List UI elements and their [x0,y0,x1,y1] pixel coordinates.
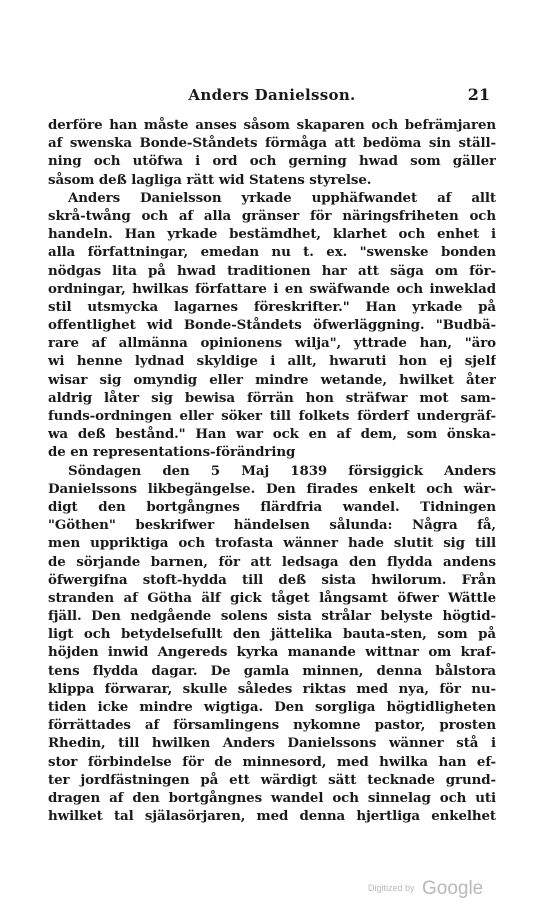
text-line: skrå-twång och af alla gränser för näringsfriheten och [48,207,496,224]
body-text [48,116,496,825]
text-line: Anders Danielsson yrkade upphäfwandet af allt [68,189,496,206]
text-line: men uppriktiga och trofasta wänner hade slutit sig till [48,535,496,552]
text-line: ning och utöfwa i ord och gerning hwad som gäller [48,153,496,170]
text-line: offentlighet wid Bonde-Ståndets öfwerläggning. "Budbä- [48,317,496,334]
text-line: de sörjande barnen, för att ledsaga den flydda andens [48,553,496,570]
text-line: aldrig låter sig bewisa förrän hon sträfwar mot sam- [48,389,496,406]
text-line: tiden icke mindre wigtiga. Den sorgliga högtidligheten [48,699,496,715]
text-line: klippa förwarar, skulle således riktas med nya, för nu- [48,680,496,697]
text-line: rare af allmänna opinionens wilja", yttrade han, "äro [48,335,496,352]
text-line: ordningar, hwilkas författare i en swäfwande och inweklad [48,280,496,297]
text-line: stil utsmycka lagarnes föreskrifter." Han yrkade på [48,298,496,315]
text-line: funds-ordningen eller söker till folkets förderf undergräf- [48,408,496,424]
text-line: tens flydda dagar. De gamla minnen, denna bålstora [48,662,496,679]
text-line: "Göthen" beskrifwer händelsen sålunda: Några få, [48,517,496,534]
text-line: digt den bortgångnes flärdfria wandel. Tidningen [48,498,496,515]
google-logo: Google [421,878,484,899]
text-line: wi henne lydnad skyldige i allt, hwaruti hon ej sjelf [48,353,496,370]
text-line: ligt och betydelsefullt den jättelika bauta-sten, som på [48,626,496,643]
text-line: stranden af Götha älf gick tåget långsamt öfwer Wättle [48,589,496,606]
text-line: fjäll. Den nedgående solens sista strålar belyste högtid- [48,608,496,625]
text-line: förrättades af församlingens nykomne pastor, prosten [48,717,496,734]
text-line: såsom deß lagliga rätt wid Statens styrelse. [48,171,372,188]
running-title: Anders Danielsson. [188,86,356,104]
text-line: de en representations-förändring [48,444,296,461]
page-number: 21 [467,85,490,104]
text-line: dragen af den bortgångnes wandel och sinnelag och uti [48,789,496,806]
text-line: höjden inwid Angereds kyrka manande wittnar om kraf- [48,644,496,661]
text-line: wisar sig omyndig eller mindre wetande, hwilket åter [48,371,496,388]
text-line: derföre han måste anses såsom skaparen och befrämjaren [48,117,496,133]
text-line: Söndagen den 5 Maj 1839 försiggick Anders [68,462,496,479]
digitized-by-google-watermark [368,878,483,900]
text-line: stor förbindelse för de minnesord, med hwilka han ef- [48,753,496,770]
text-line: ter jordfästningen på ett wärdigt sätt tecknade grund- [48,771,496,788]
watermark-prefix: Digitized by [368,883,415,893]
text-line: Rhedin, till hwilken Anders Danielssons wänner stå i [48,735,496,752]
text-line: Danielssons likbegängelse. Den firades enkelt och wär- [48,480,496,497]
text-line: nödgas lita på hwad traditionen har att säga om för- [48,262,496,279]
page-header [48,86,496,108]
text-line: hwilket tal själasörjaren, med denna hjertliga enkelhet [48,808,496,825]
text-line: wa deß bestånd." Han war ock en af dem, som önska- [48,426,496,443]
text-line: handeln. Han yrkade bestämdhet, klarhet och enhet i [48,226,496,243]
text-line: alla författningar, emedan nu t. ex. "swenske bonden [48,244,496,261]
text-line: af swenska Bonde-Ståndets förmåga att bedöma sin ställ- [48,135,496,152]
text-line: öfwergifna stoft-hydda till deß sista hwilorum. Från [48,571,496,588]
